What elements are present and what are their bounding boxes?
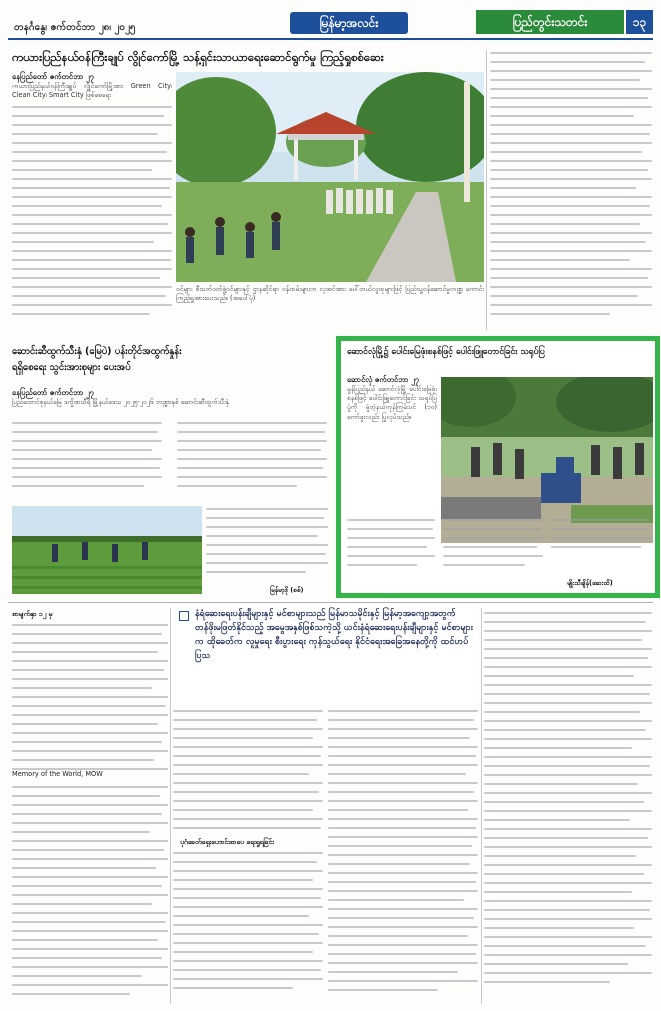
green-byline: ဆောင်လုံ ဇက်တင်ဘာ ၂၇ [347, 375, 419, 384]
pull-quote [173, 605, 478, 705]
left-second-headline-1: ဆောင်းဆီထွက်သီးနှံ (မြေပဲ) ပန်းတိုင်အထွက်နှုန်း [12, 346, 182, 357]
left-second-credit: မြန်မာ့ဒို (စစ်) [270, 586, 304, 594]
bottom-subhead: ပုဂံခေတ်ရှေးဟောင်းစာပေ ရေးရှုရခြင်း [180, 838, 274, 846]
top-photo-caption: ဝင်များ စီသတ်ဝတ်ဖွဲ့ဝင်များနှင့် ဌာနဆိုင်ရာ ဝန်ထမ်းများက လှအင်အား ပေါ်တယ်လူထုများဖြင့် ပြည်သူ့ဝန်ဆောင်မှုကဏ္ဍ ကောင်း ကြည့်ရှုအားပေးသည်။ (အပေါ်ပုံ) [176, 285, 484, 303]
left-second-headline-2: ရရှိစေရေး သွင်းအားစုများ ပေးအပ် [12, 362, 131, 373]
top-body-col1 [12, 104, 172, 332]
memory-of-world: Memory of the World, MOW [12, 770, 168, 780]
top-headline: ကယားပြည်နယ်ဝန်ကြီးချုပ် လွိုင်ကော်မြို့ သန့်ရှင်းသာယာရေးဆောင်ရွက်မှု ကြည့်ရှုစစ်ဆေး [12, 50, 384, 64]
bottom-body-col3 [328, 708, 478, 1004]
green-body-lead: မွန်ပြည်နယ် ဆောင်လုံမြို့ ပေါင်းမြေဖုံးစနစ်ဖြင့် ပေါင်းဖြူတောင်ခြင်း သရုပ်ပြပွဲကို မှုံတဲ့နယ်ကုန်ကြမ်းပင် (၁၀) ကော်ဖူးလည်း ပြုလုပ်သည်။ [347, 385, 437, 421]
issue-date: တနင်္ဂနွေ၊ ဇက်တင်ဘာ ၂၈၊ ၂၀၂၅ [14, 22, 136, 33]
bottom-col-rule-2 [481, 608, 482, 1004]
pull-quote-text: နံရံဆေးရေးပန်းချီများနှင့် မင်စာများသည် မြန်မာသမိုင်းနှင့် မြန်မာ့အကျော့အတွက် တန်ဖိုးမဖြတ်နိုင်သည့် အမွေအနှစ်ဖြစ်သကဲ့သို့ ယင်းနံရံဆေးရေးပန်းချီများနှင့် မင်စာများက ထိုခေတ်က လူမှုရေး စီးပွားရေး ကုန်သွယ်ရေး နိုင်ငံရေးအခြေအနေတို့ကို ထင်ဟပ်ပြသ [195, 609, 473, 661]
continuation-label: စာမျက်နှာ ၁၂ မှ [12, 610, 53, 618]
park-cleanup-photo [176, 72, 484, 282]
rice-field-photo [12, 506, 202, 594]
left-second-byline: နေပြည်တော် ဇက်တင်ဘာ ၂၇ [12, 388, 94, 397]
checkbox-bullet-icon [179, 611, 189, 621]
page-number: ၁၃ [626, 10, 653, 34]
top-byline: နေပြည်တော် ဇက်တင်ဘာ ၂၇ [12, 72, 94, 81]
top-article-photo [176, 72, 484, 282]
header-rule [8, 38, 653, 40]
top-body-lead: ကယားပြည်နယ်ဝန်ကြီးချုပ် လွိုင်ကော်မြို့အား Green City၊ Clean City၊ Smart City ဖြစ်စေရေး [12, 82, 172, 100]
left-second-body [12, 420, 327, 500]
bottom-divider [8, 602, 653, 603]
left-second-body-tail [206, 506, 328, 586]
top-body-right [490, 50, 652, 330]
green-body [347, 517, 649, 581]
green-credit: မျိုးသီချိန်(ဆေးထိ) [567, 579, 613, 587]
bottom-col-rule-1 [170, 608, 171, 1004]
section-label: ပြည်တွင်းသတင်း [476, 10, 624, 34]
bottom-body-col1 [12, 622, 168, 1002]
page-header [8, 8, 653, 46]
bottom-body-col4 [484, 610, 652, 1004]
green-headline: ဆောင်လုံမြို့၌ ပေါင်းမြေဖုံးစနစ်ဖြင့် ပေါင်းဖြူတောင်ခြင်း သရုပ်ပြ [347, 347, 545, 357]
left-second-body-lead: ပြည်ထောင်စုနယ်မြေ ဒက္ခိဏသီရိ မြို့နယ်ဒေသ ၂၀၂၅-၂၀၂၆ ဘဏ္ဍာနှစ် ဆောင်းဆီထွက်သီးနှံ [12, 398, 230, 406]
column-divider [486, 50, 487, 330]
field-photo-svg [12, 506, 202, 594]
bottom-body-col2b [173, 850, 323, 1004]
section-title: မြန်မာ့အလင်း [290, 12, 408, 34]
highlighted-article [336, 336, 660, 598]
